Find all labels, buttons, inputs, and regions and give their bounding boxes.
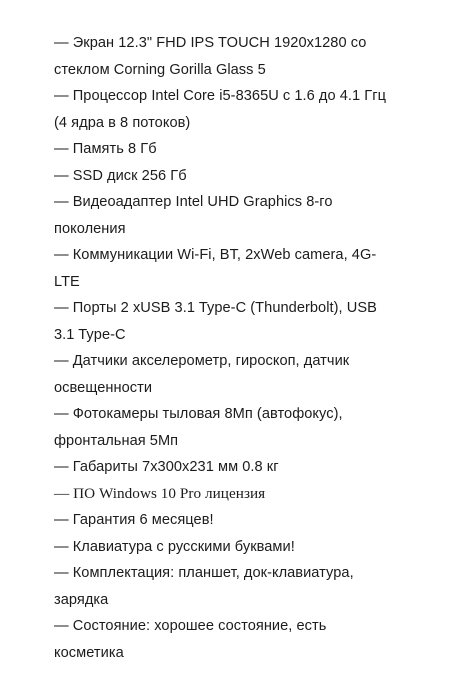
list-item-text: поколения [54,220,126,237]
list-item-text: — Гарантия 6 месяцев! [54,512,214,528]
list-item-text: — Состояние: хорошее состояние, есть [54,618,327,634]
list-item-ssd [54,163,454,190]
list-item-processor [54,83,454,136]
list-item-text: стеклом Corning Gorilla Glass 5 [54,61,266,78]
list-item-ports [54,295,454,348]
list-item-condition [54,613,454,666]
list-item-keyboard [54,534,454,561]
list-item-text: (4 ядра в 8 потоков) [54,114,191,131]
list-item-text: освещенности [54,379,153,396]
list-item-text: — Видеоадаптер Intel UHD Graphics 8-го [54,194,333,210]
list-item-text: фронтальная 5Мп [54,432,179,449]
list-item-text: — Процессор Intel Core i5-8365U с 1.6 до 4.1 Ггц [54,88,387,104]
list-item-text: — SSD диск 256 Гб [54,167,187,184]
list-item-text: зарядка [54,591,109,608]
list-item-text: — Память 8 Гб [54,141,157,157]
list-item-communications [54,242,454,295]
list-item-os [54,481,454,508]
product-description-list [54,30,454,666]
list-item-text: — Экран 12.3" FHD IPS TOUCH 1920x1280 со [54,35,367,51]
list-item-text: — Комплектация: планшет, док-клавиатура, [54,565,354,581]
list-item-screen [54,30,454,83]
list-item-text: косметика [54,644,124,661]
list-item-text: — Клавиатура с русскими буквами! [54,538,295,555]
list-item-warranty [54,507,454,534]
list-item-cameras [54,401,454,454]
list-item-text: — Порты 2 xUSB 3.1 Type-C (Thunderbolt), USB [54,300,377,316]
list-item-text: — Коммуникации Wi-Fi, BT, 2xWeb camera, 4G- [54,247,377,263]
list-item-text: — ПО Windows 10 Pro лицензия [54,484,266,502]
list-item-dimensions [54,454,454,481]
list-item-text: — Габариты 7x300x231 мм 0.8 кг [54,459,279,475]
list-item-text: — Датчики акселерометр, гироскоп, датчик [54,353,350,369]
list-item-text: LTE [54,273,80,290]
list-item-text: 3.1 Type-C [54,326,126,343]
list-item-text: — Фотокамеры тыловая 8Мп (автофокус), [54,406,343,422]
list-item-package [54,560,454,613]
list-item-graphics [54,189,454,242]
list-item-sensors [54,348,454,401]
list-item-memory [54,136,454,163]
